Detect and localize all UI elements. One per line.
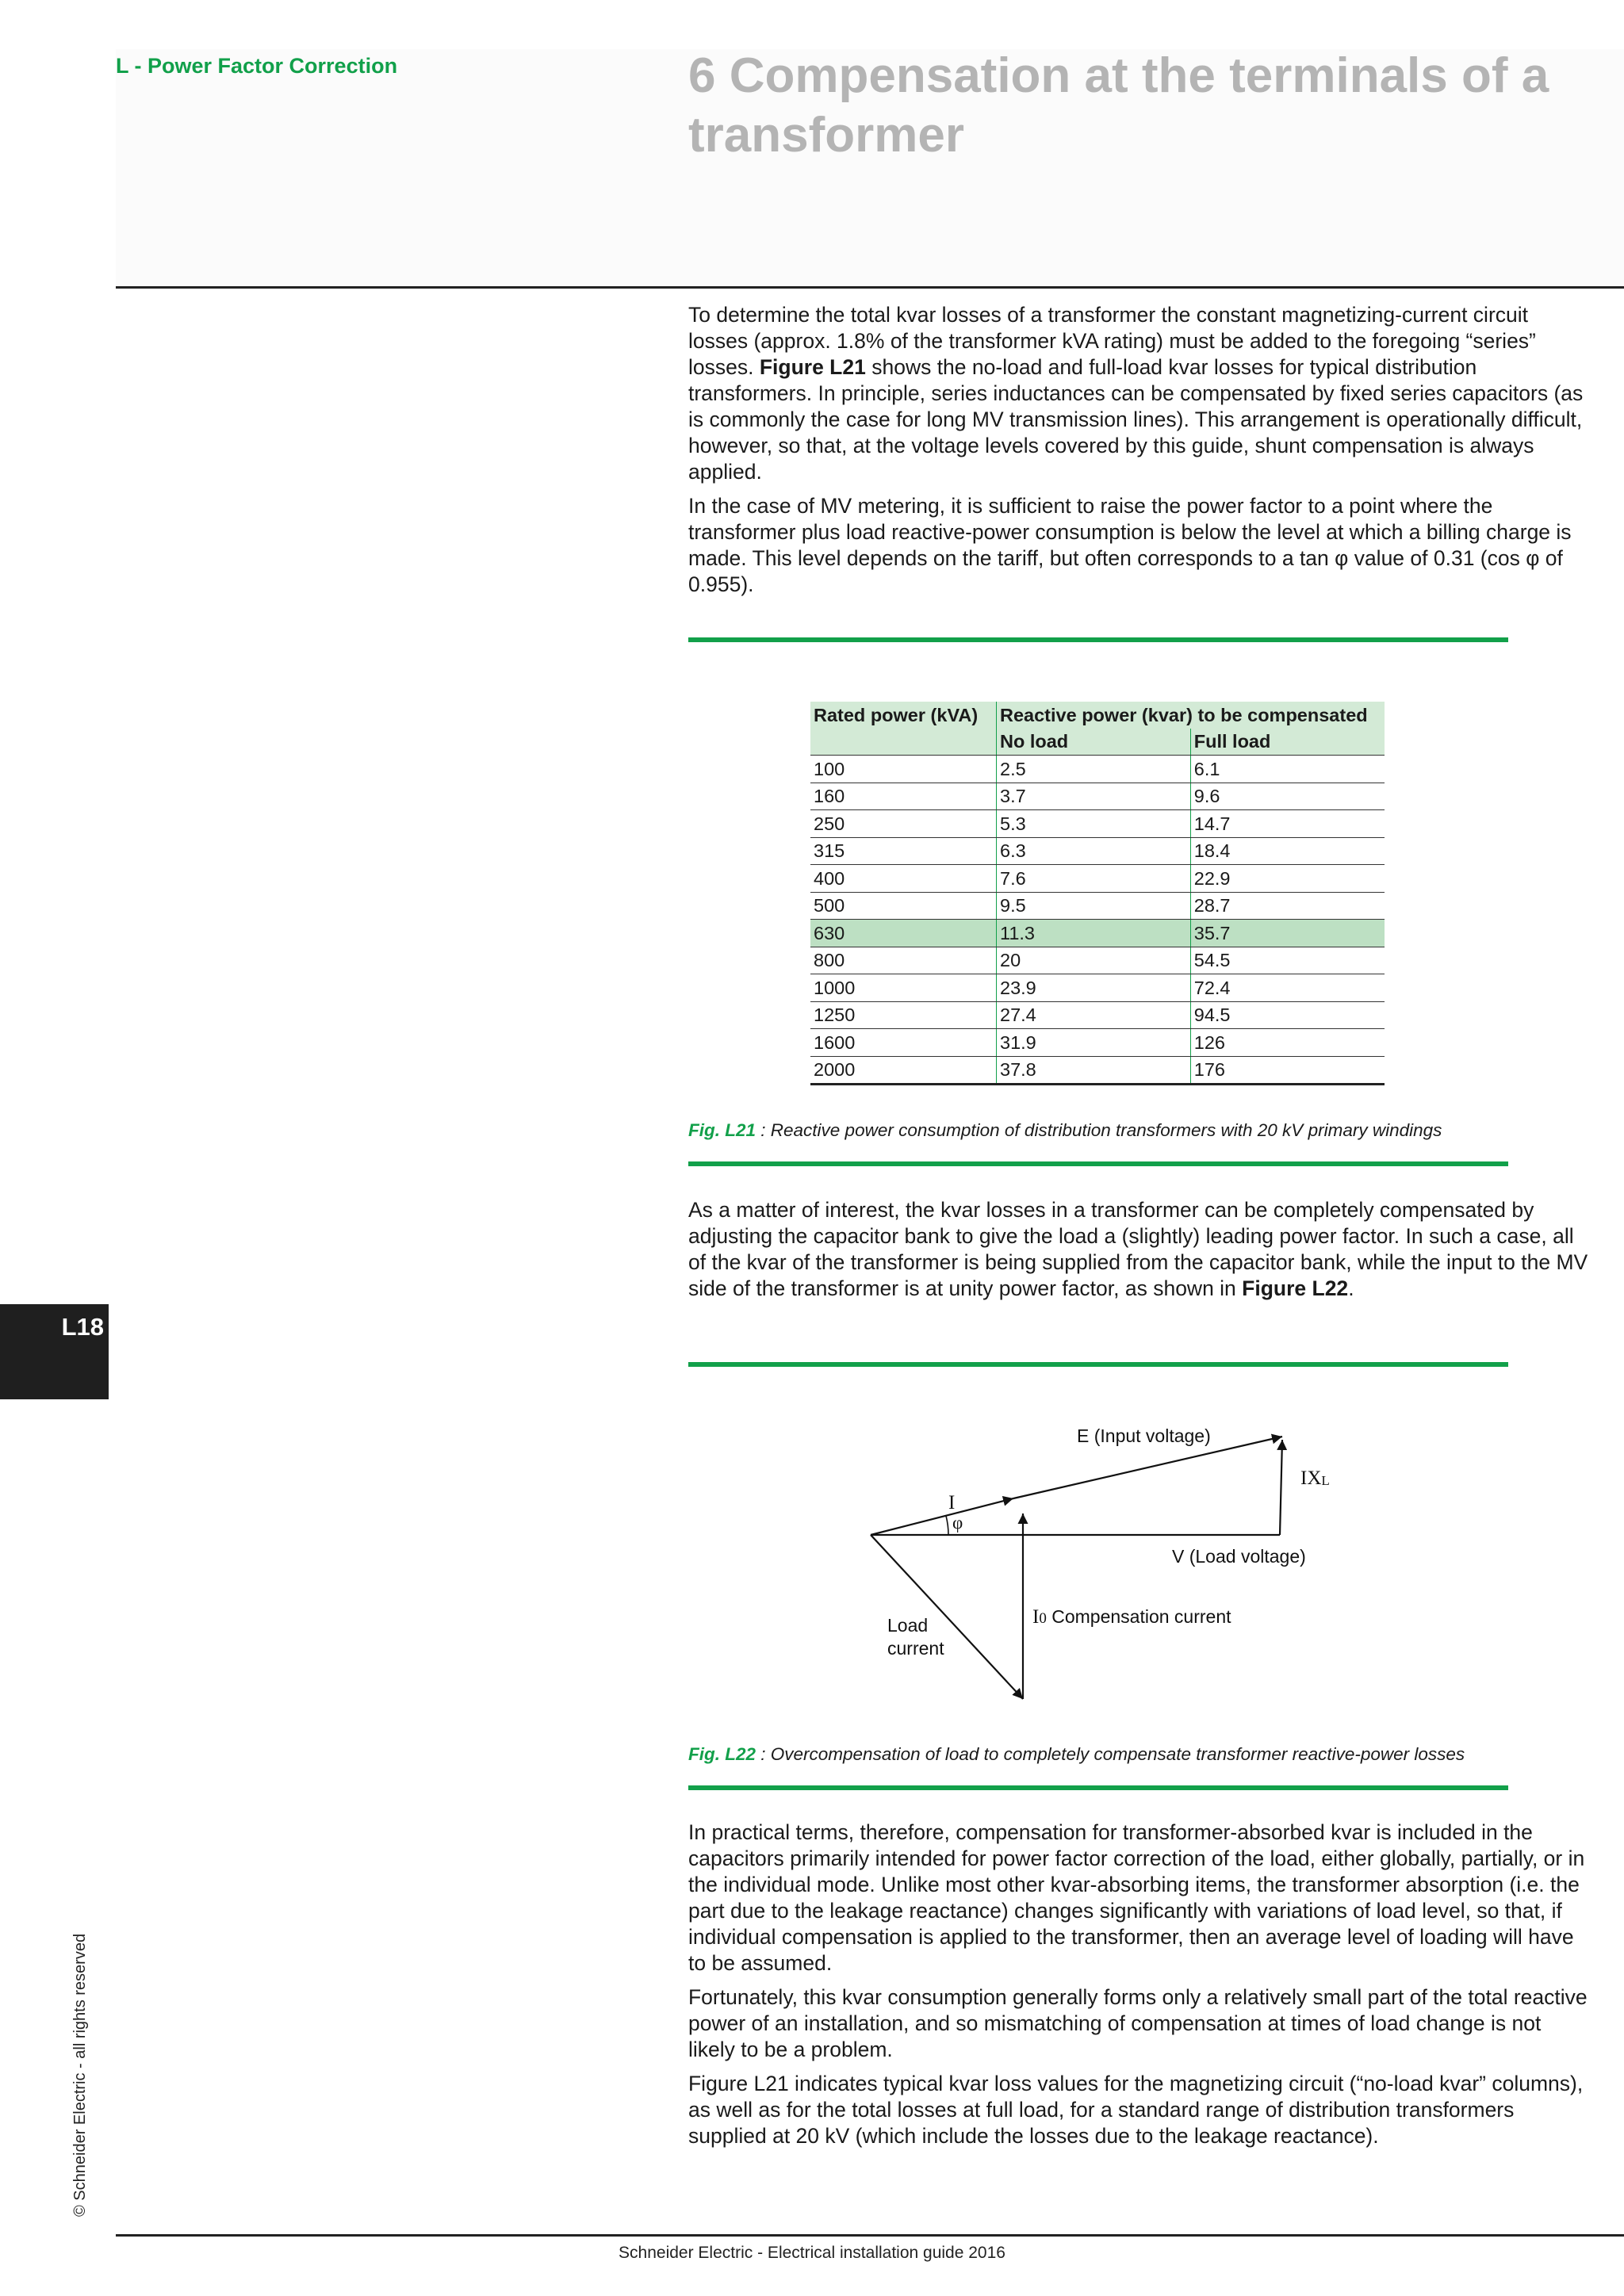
cell-full-load: 22.9 <box>1190 865 1385 893</box>
cell-rated-power: 800 <box>810 947 997 974</box>
label-load-current-line1: Load <box>887 1615 929 1636</box>
table-row <box>810 947 1385 974</box>
label-phi: φ <box>952 1513 963 1533</box>
header-rule <box>116 286 1624 289</box>
figure-l21-top-rule <box>688 637 1508 642</box>
cell-no-load: 37.8 <box>997 1056 1191 1085</box>
page-number-tab <box>0 1304 109 1399</box>
section-label: L - Power Factor Correction <box>116 54 398 78</box>
phasor-diagram <box>856 1411 1332 1712</box>
table-row <box>810 837 1385 865</box>
cell-full-load: 6.1 <box>1190 756 1385 783</box>
cell-no-load: 20 <box>997 947 1191 974</box>
closing-text <box>688 1820 1592 2157</box>
table-row <box>810 1029 1385 1057</box>
cell-full-load: 18.4 <box>1190 837 1385 865</box>
cell-no-load: 27.4 <box>997 1001 1191 1029</box>
figure-l22-caption <box>688 1744 1465 1765</box>
cell-full-load: 28.7 <box>1190 892 1385 920</box>
label-ixl-main: IX <box>1300 1468 1322 1489</box>
footer-text: Schneider Electric - Electrical installation guide 2016 <box>619 2244 1005 2262</box>
cell-full-load: 126 <box>1190 1029 1385 1057</box>
closing-paragraph-3: Figure L21 indicates typical kvar loss values for the magnetizing circuit (“no-load kvar” columns), as well as for the total losses at full load, for a standard range of distribution transformers supplied at 20 kV (which include the losses due to the leakage reactance). <box>688 2072 1584 2148</box>
intro-text <box>688 302 1592 606</box>
figure-l22-top-rule <box>688 1362 1508 1367</box>
figure-l21-text: : Reactive power consumption of distribution transformers with 20 kV primary windings <box>756 1120 1442 1140</box>
figure-ref-l21: Figure L21 <box>759 355 866 379</box>
table-row <box>810 783 1385 810</box>
header-no-load: No load <box>997 729 1191 756</box>
cell-full-load: 72.4 <box>1190 974 1385 1002</box>
cell-no-load: 5.3 <box>997 810 1191 838</box>
ixl-vector <box>1280 1440 1282 1535</box>
cell-full-load: 94.5 <box>1190 1001 1385 1029</box>
table-row <box>810 892 1385 920</box>
cell-no-load: 3.7 <box>997 783 1191 810</box>
label-compensation-current <box>1032 1606 1231 1628</box>
label-current-i: I <box>948 1492 956 1513</box>
intro-p1-text-a: To determine the total kvar losses of a transformer the constant magnetizing-current circuit losses (approx. 1.8% of the transformer kVA rating) must be added to the foregoing “series” losses. <box>688 303 1536 379</box>
cell-no-load: 6.3 <box>997 837 1191 865</box>
label-ixl-sub: L <box>1321 1473 1330 1488</box>
figure-ref-l22: Figure L22 <box>1242 1276 1349 1300</box>
cell-no-load: 23.9 <box>997 974 1191 1002</box>
table-header-row <box>810 702 1385 729</box>
cell-no-load: 11.3 <box>997 920 1191 947</box>
header-reactive-power: Reactive power (kvar) to be compensated <box>997 702 1385 729</box>
header-full-load: Full load <box>1190 729 1385 756</box>
table-row <box>810 756 1385 783</box>
figure-l22-number: Fig. L22 <box>688 1744 756 1764</box>
middle-text-end: . <box>1348 1276 1354 1300</box>
copyright-notice: © Schneider Electric - all rights reserved <box>71 1933 89 2217</box>
cell-full-load: 9.6 <box>1190 783 1385 810</box>
figure-l22-text: : Overcompensation of load to completely compensate transformer reactive-power losses <box>756 1744 1465 1764</box>
label-i0-sub: 0 <box>1039 1610 1047 1627</box>
intro-paragraph-1 <box>688 302 1592 485</box>
cell-full-load: 176 <box>1190 1056 1385 1085</box>
intro-paragraph-2: In the case of MV metering, it is sufficient to raise the power factor to a point where the transformer plus load reactive-power consumption is below the level at which a billing charge is made. This level depends on the tariff, but often corresponds to a tan φ value of 0.31 (cos φ of 0.955). <box>688 494 1572 596</box>
phi-angle-arc <box>946 1516 948 1535</box>
page-number: L18 <box>61 1313 104 1341</box>
cell-full-load: 14.7 <box>1190 810 1385 838</box>
label-i0-main: I <box>1032 1606 1040 1628</box>
cell-full-load: 35.7 <box>1190 920 1385 947</box>
middle-paragraph <box>688 1197 1592 1302</box>
cell-rated-power: 250 <box>810 810 997 838</box>
cell-rated-power: 315 <box>810 837 997 865</box>
figure-l22-bottom-rule <box>688 1785 1508 1790</box>
table-row <box>810 974 1385 1002</box>
label-i0-text: Compensation current <box>1046 1606 1231 1627</box>
table-row <box>810 865 1385 893</box>
cell-rated-power: 100 <box>810 756 997 783</box>
table-row <box>810 920 1385 947</box>
footer-rule <box>116 2234 1624 2237</box>
cell-full-load: 54.5 <box>1190 947 1385 974</box>
cell-no-load: 9.5 <box>997 892 1191 920</box>
table-subheader-row <box>810 729 1385 756</box>
cell-rated-power: 1250 <box>810 1001 997 1029</box>
header-blank-cell <box>810 729 997 756</box>
closing-paragraph-2: Fortunately, this kvar consumption generally forms only a relatively small part of the total reactive power of an installation, and so mismatching of compensation at times of load change is not likely to be a problem. <box>688 1985 1588 2061</box>
intro-p1-text-b: shows the no-load and full-load kvar losses for typical distribution transformers. In principle, series inductances can be compensated by fixed series capacitors (as is commonly the case for long MV transmission lines). This arrangement is operationally difficult, however, so that, at the voltage levels covered by this guide, shunt compensation is always applied. <box>688 355 1584 484</box>
cell-rated-power: 2000 <box>810 1056 997 1085</box>
cell-no-load: 7.6 <box>997 865 1191 893</box>
middle-text <box>688 1197 1592 1310</box>
closing-paragraph-1: In practical terms, therefore, compensation for transformer-absorbed kvar is included in the capacitors primarily intended for power factor correction of the load, either globally, partially, or in the individual mode. Unlike most other kvar-absorbing items, the transformer absorption (i.e. the part due to the leakage reactance) changes significantly with variations of load level, so that, if individual compensation is applied to the transformer, then an average level of loading will have to be assumed. <box>688 1820 1585 1975</box>
cell-rated-power: 500 <box>810 892 997 920</box>
label-ixl <box>1300 1468 1330 1489</box>
cell-rated-power: 160 <box>810 783 997 810</box>
chapter-title: 6 Compensation at the terminals of a transformer <box>688 48 1549 163</box>
cell-rated-power: 400 <box>810 865 997 893</box>
cell-no-load: 2.5 <box>997 756 1191 783</box>
label-load-current-line2: current <box>887 1638 944 1659</box>
cell-rated-power: 1000 <box>810 974 997 1002</box>
cell-no-load: 31.9 <box>997 1029 1191 1057</box>
figure-l21-caption <box>688 1120 1442 1141</box>
table-row <box>810 1001 1385 1029</box>
label-load-voltage: V (Load voltage) <box>1172 1546 1306 1567</box>
middle-text-a: As a matter of interest, the kvar losses in a transformer can be completely compensated by adjusting the capacitor bank to give the load a (slightly) leading power factor. In such a case, all of the kvar of the transformer is being supplied from the capacitor bank, while the input to the MV side of the transformer is at unity power factor, as shown in <box>688 1198 1588 1300</box>
header-rated-power: Rated power (kVA) <box>810 702 997 729</box>
figure-l21-bottom-rule <box>688 1161 1508 1166</box>
table-row <box>810 1056 1385 1085</box>
cell-rated-power: 1600 <box>810 1029 997 1057</box>
figure-l21-number: Fig. L21 <box>688 1120 756 1140</box>
transformer-kvar-table <box>810 702 1385 1085</box>
cell-rated-power: 630 <box>810 920 997 947</box>
label-input-voltage: E (Input voltage) <box>1077 1425 1211 1446</box>
table-row <box>810 810 1385 838</box>
current-i-vector <box>871 1498 1013 1535</box>
